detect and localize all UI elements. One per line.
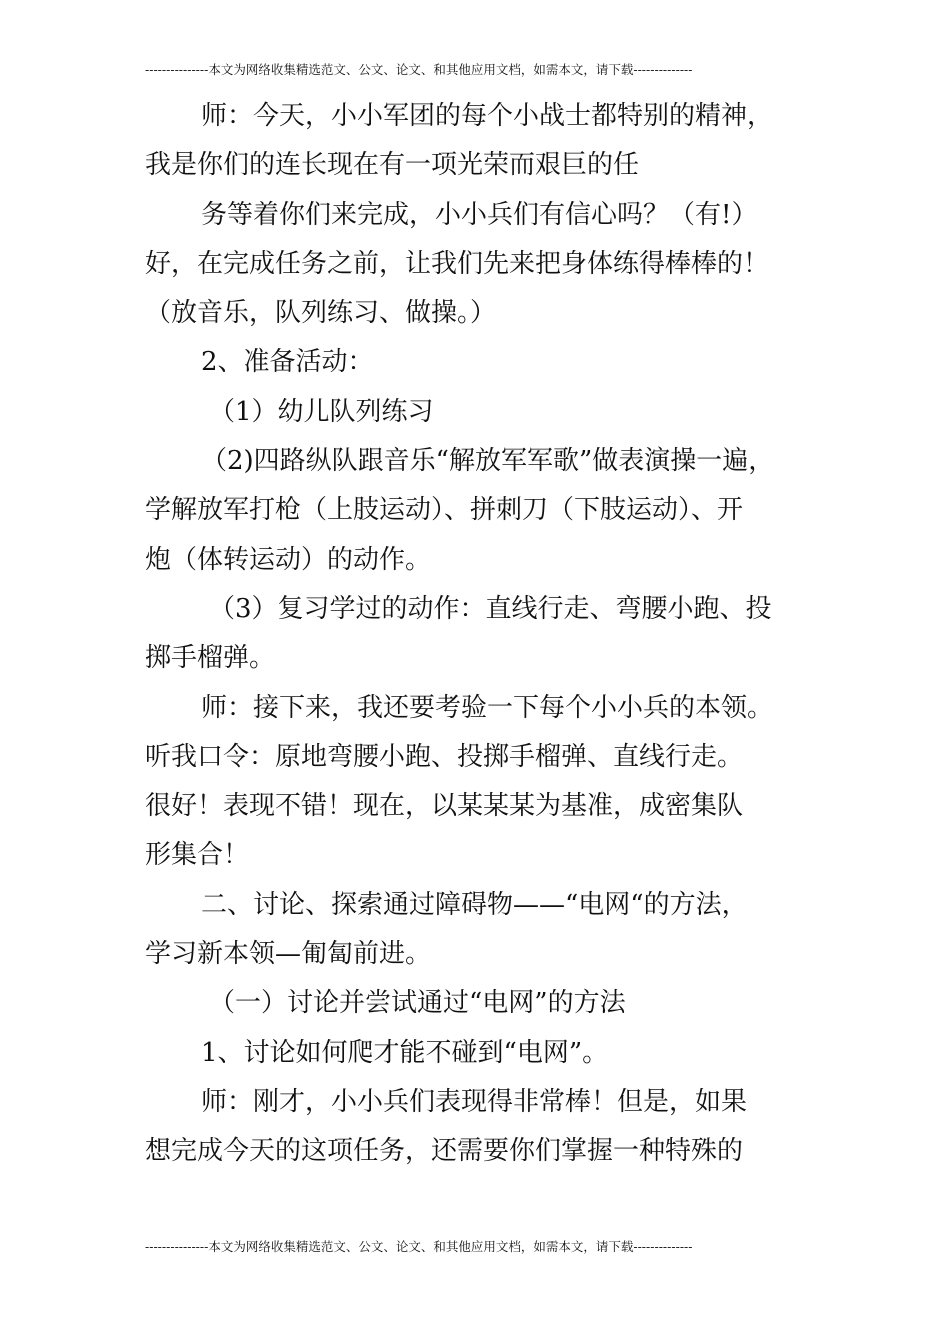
paragraph-line: 学解放军打枪（上肢运动）、拼刺刀（下肢运动）、开	[145, 495, 744, 526]
subsection-heading: （一）讨论并尝试通过“电网”的方法	[209, 988, 626, 1019]
paragraph-line: 想完成今天的这项任务，还需要你们掌握一种特殊的	[145, 1136, 744, 1167]
paragraph-line: 务等着你们来完成，小小兵们有信心吗？（有!）	[201, 199, 758, 230]
paragraph-line: 炮（体转运动）的动作。	[145, 544, 432, 575]
page-footer: ---------------本文为网络收集精选范文、公文、论文、和其他应用文档，如需本文，请下载--------------	[145, 1239, 693, 1254]
list-item: 1、讨论如何爬才能不碰到“电网”。	[201, 1037, 609, 1068]
paragraph-line: 掷手榴弹。	[145, 643, 276, 674]
list-item: （1）幼儿队列练习	[209, 396, 434, 427]
paragraph-line: 师：接下来，我还要考验一下每个小小兵的本领。	[201, 692, 774, 723]
paragraph-line: 学习新本领—匍匐前进。	[145, 939, 432, 970]
paragraph-line: 我是你们的连长现在有一项光荣而艰巨的任	[145, 150, 640, 181]
paragraph-line: （放音乐，队列练习、做操。）	[145, 298, 497, 329]
paragraph-line: 形集合！	[145, 840, 250, 871]
paragraph-line: 听我口令：原地弯腰小跑、投掷手榴弹、直线行走。	[145, 741, 744, 772]
paragraph-line: 师：今天，小小军团的每个小战士都特别的精神，	[201, 101, 774, 131]
paragraph-line: 很好！表现不错！现在，以某某某为基准，成密集队	[145, 791, 744, 822]
list-item: （2)四路纵队跟音乐“解放军军歌”做表演操一遍，	[201, 446, 775, 477]
document-body	[145, 92, 817, 1177]
paragraph-line: 师：刚才，小小兵们表现得非常棒！但是，如果	[201, 1086, 748, 1117]
paragraph-line: 好，在完成任务之前，让我们先来把身体练得棒棒的！	[145, 248, 770, 279]
page-header: ---------------本文为网络收集精选范文、公文、论文、和其他应用文档，如需本文，请下载--------------	[145, 62, 693, 77]
section-heading: 二、讨论、探索通过障碍物——“电网“的方法，	[201, 889, 748, 920]
section-heading: 2、准备活动：	[201, 347, 374, 378]
list-item: （3）复习学过的动作：直线行走、弯腰小跑、投	[209, 593, 772, 624]
